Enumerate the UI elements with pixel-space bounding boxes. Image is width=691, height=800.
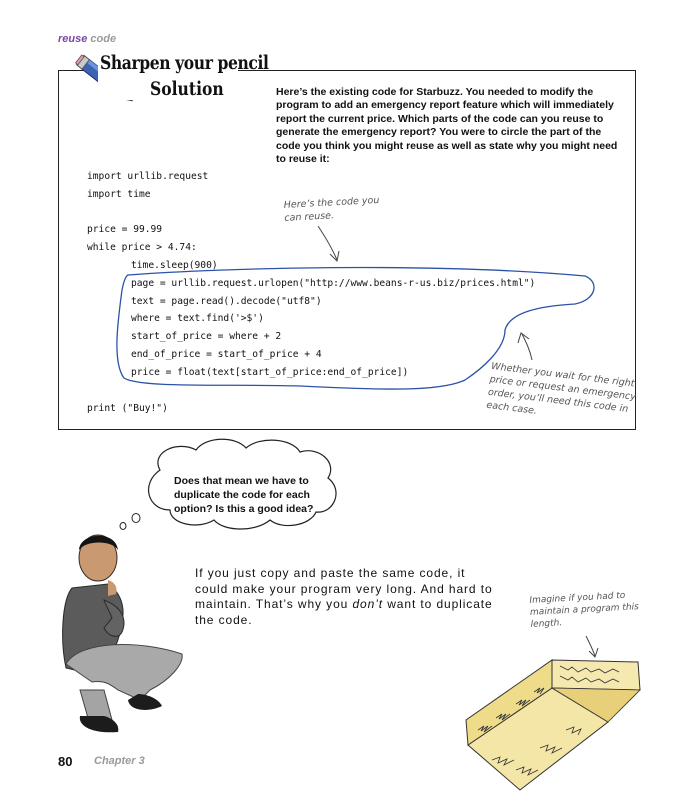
code-line: page = urllib.request.urlopen("http://www.beans-r-us.biz/prices.html") <box>131 278 536 289</box>
code-line: start_of_price = where + 2 <box>131 331 282 342</box>
running-head-topic: code <box>90 33 117 45</box>
annotation-why-text: Whether you wait for the right price or request an emergency order, you’ll need this code in each case. <box>485 360 637 417</box>
panel-intro: Here’s the existing code for Starbuzz. You needed to modify the program to add an emergency report feature which will immediately report the current price. Which parts of the code can you reuse to generate the emergency report? You were to circle the part of the code you think you might reuse as well as state why you might need to reuse it: <box>276 86 618 166</box>
code-line: where = text.find('>$') <box>131 313 264 324</box>
annotation-length <box>529 589 641 631</box>
body-text-before: If you just copy and paste the same code, it could make your program very long. And hard to maintain. That’s why you <box>195 566 493 612</box>
code-line: time.sleep(900) <box>131 260 218 271</box>
body-text-after: want to duplicate the code. <box>195 597 493 627</box>
panel-title-line1: Sharpen your pencil <box>100 52 269 74</box>
code-line: print ("Buy!") <box>87 403 168 414</box>
code-line: price = 99.99 <box>87 224 163 235</box>
code-line: import time <box>87 189 151 200</box>
code-line: end_of_price = start_of_price + 4 <box>131 349 322 360</box>
chapter-label: Chapter 3 <box>94 755 145 767</box>
code-line: text = page.read().decode("utf8") <box>131 296 322 307</box>
panel-title-line2: Solution <box>150 78 224 100</box>
running-head-section: reuse <box>58 33 88 45</box>
annotation-length-text: Imagine if you had to maintain a program this length. <box>529 590 640 630</box>
body-text-emphasis: don’t <box>352 597 383 612</box>
code-line: import urllib.request <box>87 171 209 182</box>
page-number: 80 <box>58 754 73 769</box>
thought-bubble-text: Does that mean we have to duplicate the code for each option? Is this a good idea? <box>174 475 314 515</box>
annotation-reuse-text: Here’s the code you can reuse. <box>283 194 380 224</box>
code-line: price = float(text[start_of_price:end_of_price]) <box>131 367 409 378</box>
code-line: while price > 4.74: <box>87 242 197 253</box>
